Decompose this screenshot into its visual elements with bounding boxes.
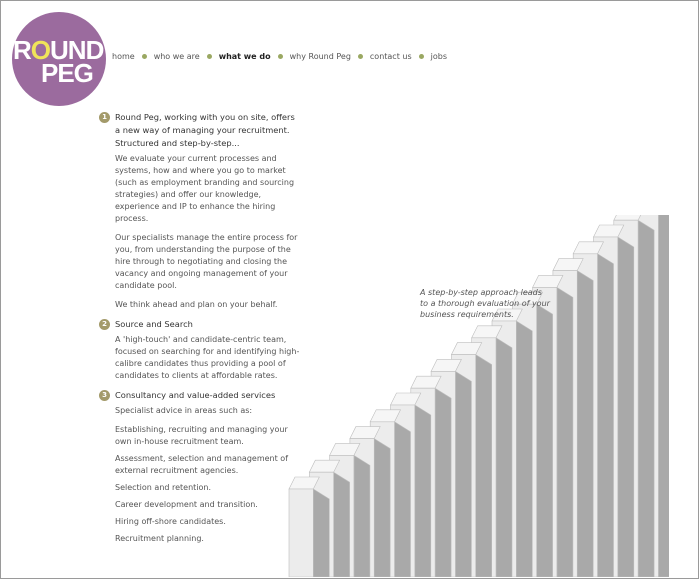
section-1 (97, 111, 302, 311)
nav-separator-dot (358, 54, 363, 59)
section-heading: Consultancy and value-added services (115, 390, 276, 400)
section-paragraph: We evaluate your current processes and systems, how and where you go to market (such as employment branding and sourcing strategies) and offer our knowledge, experience and IP to enhance the hiring process. (115, 154, 295, 223)
nav-why-round-peg[interactable]: why Round Peg (289, 52, 351, 61)
nav-home[interactable]: home (112, 52, 135, 61)
nav-separator-dot (142, 54, 147, 59)
round-peg-logo[interactable] (12, 12, 106, 106)
section-paragraph: A 'high-touch' and candidate-centric team, focused on searching for and identifying high-calibre candidates thus providing a pool of candidates to clients at affordable rates. (115, 335, 300, 380)
section-paragraph: Recruitment planning. (115, 534, 204, 543)
logo-line-1: ROUND (13, 35, 104, 65)
logo-line-2: PEG (41, 58, 93, 88)
services-content (97, 109, 302, 550)
nav-jobs[interactable]: jobs (430, 52, 447, 61)
image-caption: A step-by-step approach leads to a thorough evaluation of your business requirements. (420, 288, 550, 319)
section-heading: Round Peg, working with you on site, offers a new way of managing your recruitment. Structured and step-by-step... (115, 112, 295, 148)
staircase-illustration (285, 215, 669, 577)
section-paragraph: Establishing, recruiting and managing your own in-house recruitment team. (115, 425, 288, 446)
section-2 (97, 318, 302, 382)
step-number-badge: 3 (99, 390, 110, 401)
section-paragraph: We think ahead and plan on your behalf. (115, 300, 278, 309)
nav-who-we-are[interactable]: who we are (153, 52, 200, 61)
step-number-badge: 2 (99, 319, 110, 330)
nav-separator-dot (278, 54, 283, 59)
section-paragraph: Our specialists manage the entire process for you, from understanding the purpose of the hire through to negotiating and closing the vacancy and ongoing management of your candidate pool. (115, 233, 298, 290)
nav-separator-dot (419, 54, 424, 59)
step-number-badge: 1 (99, 112, 110, 123)
section-paragraph: Assessment, selection and management of external recruitment agencies. (115, 454, 289, 475)
nav-what-we-do[interactable]: what we do (218, 52, 271, 61)
section-paragraph: Career development and transition. (115, 500, 258, 509)
nav-contact-us[interactable]: contact us (369, 52, 412, 61)
main-nav (112, 52, 447, 61)
nav-separator-dot (207, 54, 212, 59)
section-paragraph: Hiring off-shore candidates. (115, 517, 226, 526)
section-paragraph: Specialist advice in areas such as: (115, 406, 253, 415)
section-3 (97, 389, 302, 545)
section-heading: Source and Search (115, 319, 193, 329)
section-paragraph: Selection and retention. (115, 483, 212, 492)
